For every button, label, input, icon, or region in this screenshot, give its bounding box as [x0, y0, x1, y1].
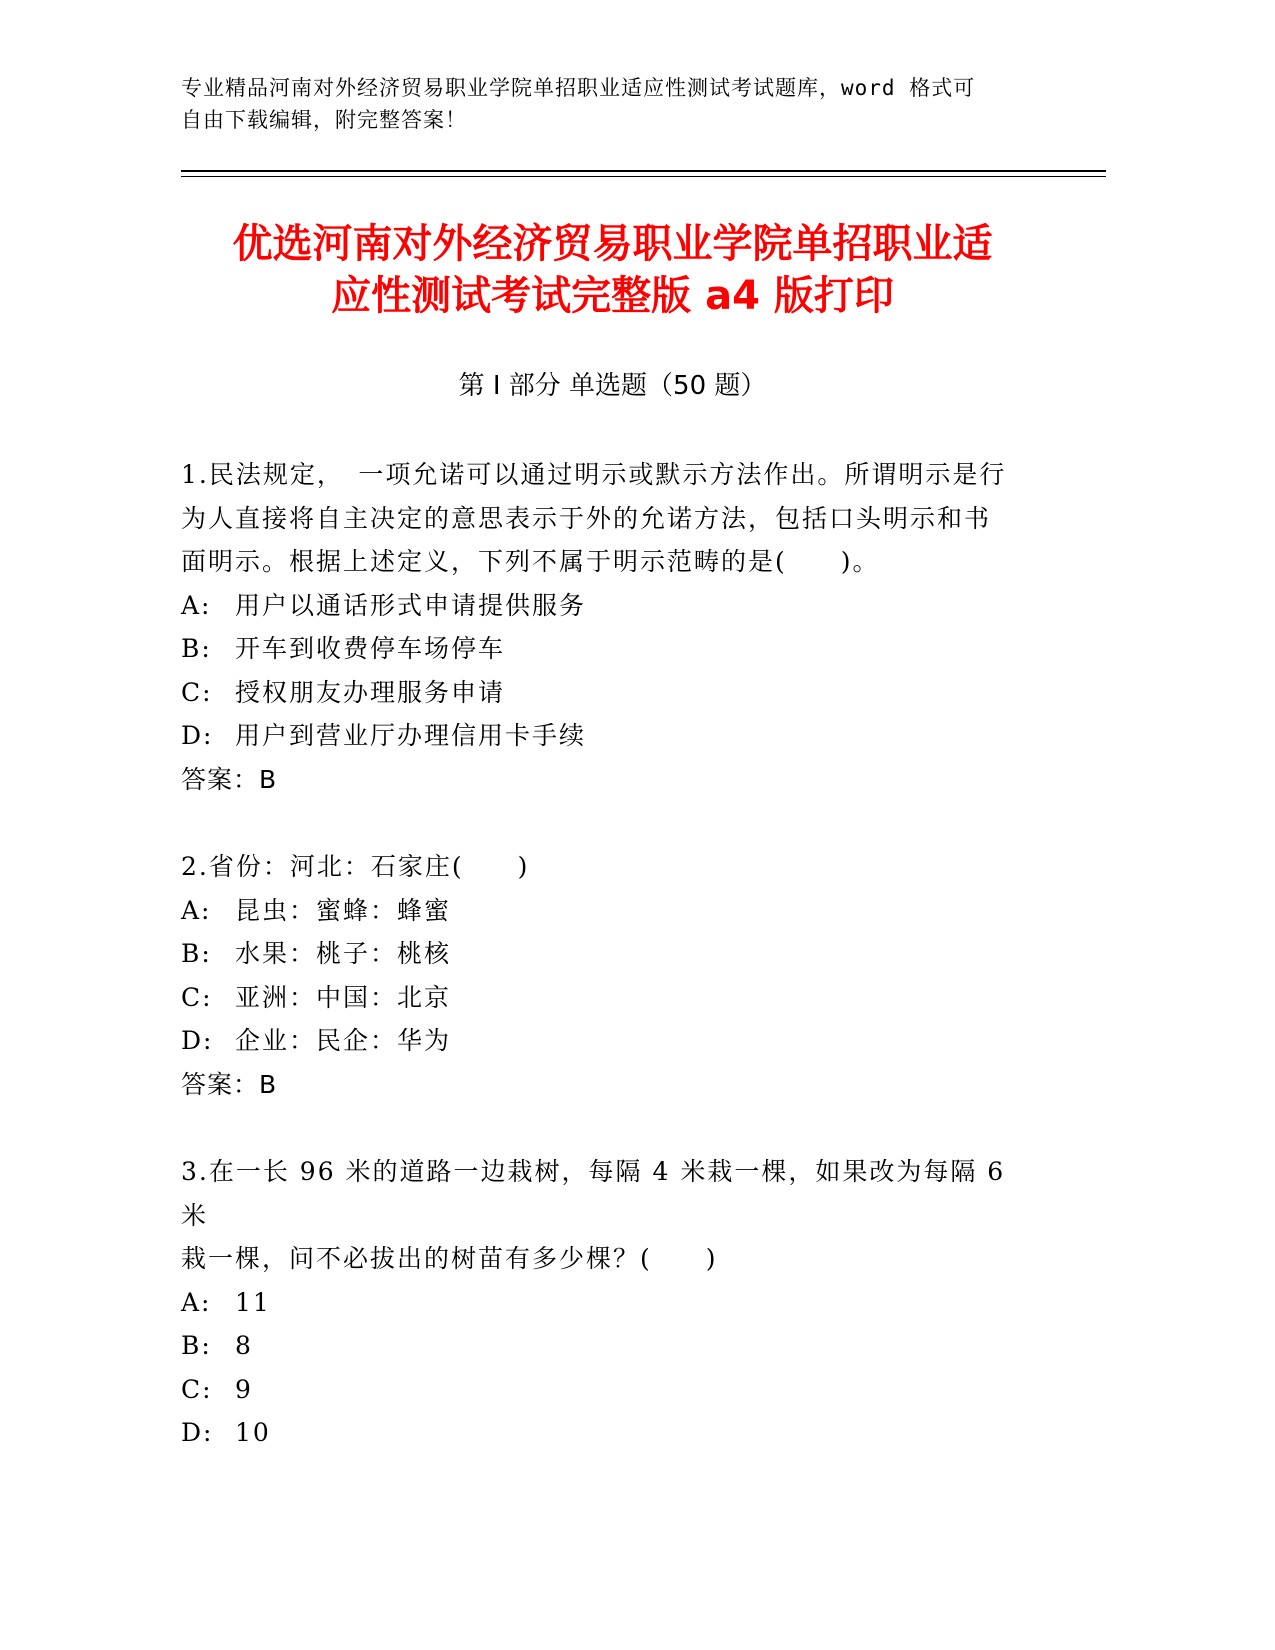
option-letter: C: [181, 1374, 213, 1404]
option-b [181, 932, 1041, 976]
question-3 [181, 1150, 1041, 1455]
question-stem-line: 2.省份：河北：石家庄( ) [181, 852, 530, 881]
document-title [150, 218, 1075, 322]
option-d [181, 714, 1041, 758]
document-title-line-1: 优选河南对外经济贸易职业学院单招职业适 [232, 221, 993, 267]
option-text: 授权朋友办理服务申请 [235, 677, 506, 707]
header-note-line-2: 自由下载编辑，附完整答案！ [181, 108, 467, 132]
option-text: 用户到营业厅办理信用卡手续 [235, 721, 587, 750]
header-rule-thin [181, 176, 1106, 177]
question-1 [181, 453, 1041, 801]
option-letter: B: [181, 939, 212, 968]
question-stem-line: 为人直接将自主决定的意思表示于外的允诺方法，包括口头明示和书 [181, 503, 992, 533]
option-letter: C: [181, 677, 213, 707]
header-rule-thick [181, 170, 1106, 172]
option-text: 亚洲：中国：北京 [235, 982, 452, 1012]
option-letter: B: [181, 634, 212, 663]
question-stem-line: 3.在一长 96 米的道路一边栽树，每隔 4 米栽一棵，如果改为每隔 6 米 [181, 1157, 1006, 1230]
option-a [181, 1281, 1041, 1325]
option-d [181, 1411, 1041, 1455]
option-c [181, 1368, 1041, 1412]
option-text: 10 [235, 1418, 271, 1447]
option-c [181, 976, 1041, 1020]
option-letter: A: [181, 590, 212, 620]
option-b [181, 627, 1041, 671]
option-text: 开车到收费停车场停车 [235, 634, 506, 663]
header-note-line-1: 专业精品河南对外经济贸易职业学院单招职业适应性测试考试题库，word 格式可 [181, 76, 976, 100]
question-stem [181, 453, 1041, 584]
question-stem-line: 栽一棵，问不必拔出的树苗有多少棵？( ) [181, 1244, 718, 1273]
answer: 答案：B [181, 1069, 278, 1099]
option-letter: D: [181, 1418, 214, 1447]
option-letter: A: [181, 895, 212, 925]
question-stem-line: 1.民法规定， 一项允诺可以通过明示或默示方法作出。所谓明示是行 [181, 460, 1007, 489]
option-a [181, 889, 1041, 933]
question-2 [181, 845, 1041, 1106]
option-text: 用户以通话形式申请提供服务 [235, 590, 587, 620]
option-d [181, 1019, 1041, 1063]
option-letter: D: [181, 721, 214, 750]
option-b [181, 1324, 1041, 1368]
option-text: 企业：民企：华为 [235, 1026, 452, 1055]
option-text: 11 [235, 1287, 271, 1317]
question-stem-line: 面明示。根据上述定义，下列不属于明示范畴的是( )。 [181, 547, 880, 576]
document-title-line-2: 应性测试考试完整版 a4 版打印 [331, 273, 894, 319]
option-letter: C: [181, 982, 213, 1012]
option-letter: D: [181, 1026, 214, 1055]
option-letter: B: [181, 1331, 212, 1360]
option-c [181, 671, 1041, 715]
option-text: 9 [235, 1374, 253, 1404]
option-text: 水果：桃子：桃核 [235, 939, 452, 968]
option-a [181, 584, 1041, 628]
question-stem [181, 1150, 1041, 1281]
question-stem [181, 845, 1041, 889]
header-note [181, 72, 1081, 136]
option-text: 昆虫：蜜蜂：蜂蜜 [235, 895, 452, 925]
section-title: 第 I 部分 单选题（50 题） [458, 371, 767, 401]
option-text: 8 [235, 1331, 253, 1360]
option-letter: A: [181, 1287, 212, 1317]
answer: 答案：B [181, 764, 278, 794]
